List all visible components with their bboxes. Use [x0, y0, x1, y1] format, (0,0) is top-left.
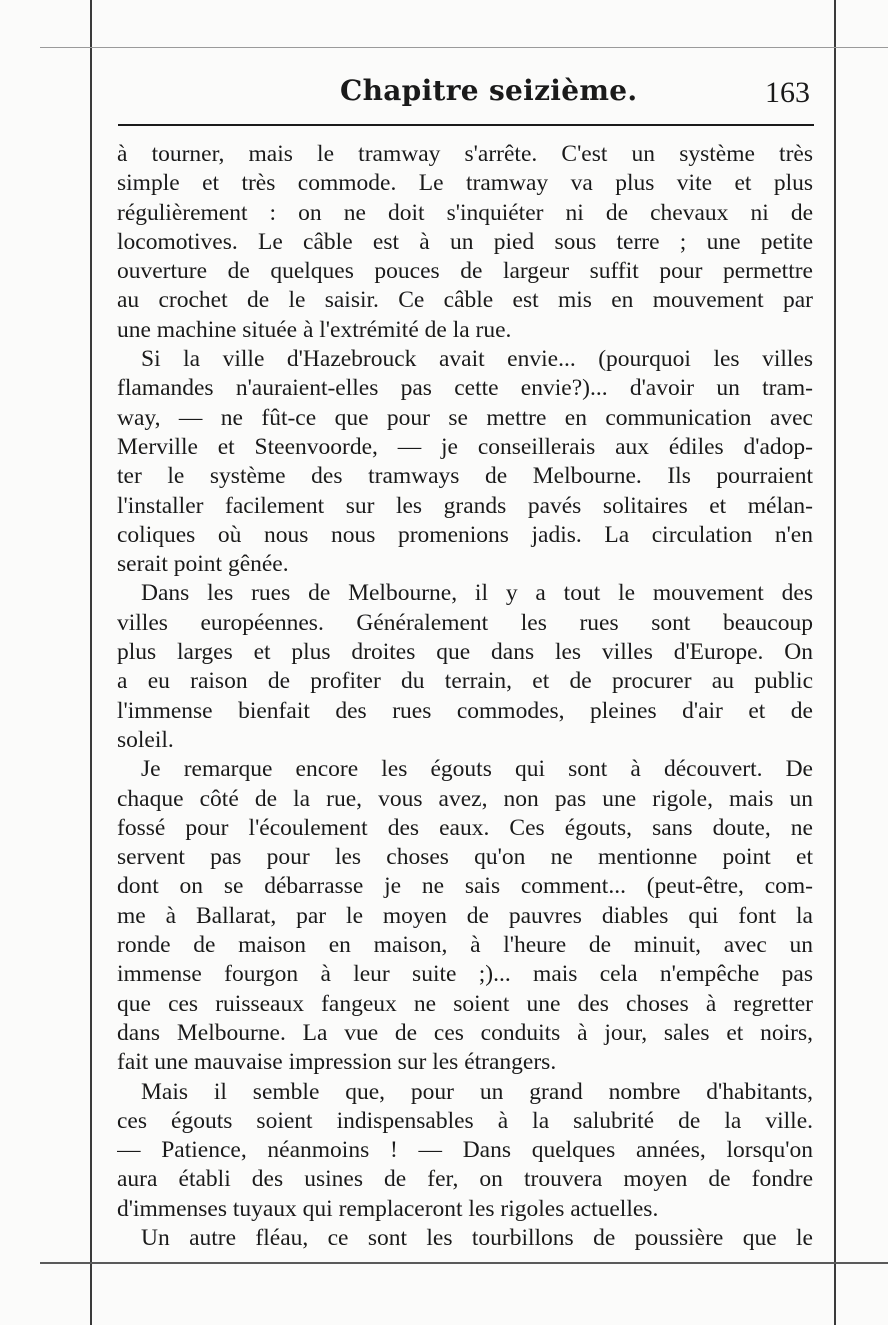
text-line: plus larges et plus droites que dans les villes d'Europe. On	[117, 639, 813, 666]
text-line: d'immenses tuyaux qui remplaceront les rigoles actuelles.	[117, 1195, 659, 1222]
text-line: Mais il semble que, pour un grand nombre d'habitants,	[141, 1078, 813, 1105]
text-line: l'immense bienfait des rues commodes, pleines d'air et de	[117, 697, 813, 724]
text-line: ouverture de quelques pouces de largeur suffit pour permettre	[117, 258, 813, 285]
text-line: servent pas pour les choses qu'on ne mentionne point et	[117, 844, 813, 871]
scan-line-top	[40, 47, 888, 48]
page-edge-right	[834, 0, 836, 1325]
text-line: que ces ruisseaux fangeux ne soient une des choses à regretter	[117, 990, 813, 1017]
text-line: simple et très commode. Le tramway va plus vite et plus	[117, 170, 813, 197]
text-line: ces égouts soient indispensables à la salubrité de la ville.	[117, 1107, 813, 1134]
running-title: Chapitre seizième.	[340, 74, 638, 107]
text-line: dans Melbourne. La vue de ces conduits à jour, sales et noirs,	[117, 1019, 813, 1046]
text-line: locomotives. Le câble est à un pied sous terre ; une petite	[117, 228, 813, 255]
text-line: ter le système des tramways de Melbourne. Ils pourraient	[117, 463, 813, 490]
text-line: Merville et Steenvoorde, — je conseillerais aux édiles d'adop-	[117, 433, 813, 460]
text-line: l'installer facilement sur les grands pavés solitaires et mélan-	[117, 492, 813, 519]
header-rule	[118, 124, 814, 126]
text-line: dont on se débarrasse je ne sais comment... (peut-être, com-	[117, 873, 813, 900]
text-line: régulièrement : on ne doit s'inquiéter ni de chevaux ni de	[117, 199, 813, 226]
text-line: — Patience, néanmoins ! — Dans quelques années, lorsqu'on	[117, 1137, 813, 1164]
text-line: Je remarque encore les égouts qui sont à découvert. De	[141, 756, 813, 783]
text-line: chaque côté de la rue, vous avez, non pas une rigole, mais un	[117, 785, 813, 812]
text-line: fait une mauvaise impression sur les étrangers.	[117, 1049, 557, 1076]
text-line: a eu raison de profiter du terrain, et de procurer au public	[117, 668, 813, 695]
text-line: au crochet de le saisir. Ce câble est mis en mouvement par	[117, 287, 813, 314]
page-number: 163	[765, 76, 810, 109]
text-line: Un autre fléau, ce sont les tourbillons de poussière que le	[141, 1224, 813, 1251]
scan-line-bottom	[40, 1262, 888, 1264]
body-text	[117, 140, 813, 1253]
text-line: aura établi des usines de fer, on trouvera moyen de fondre	[117, 1166, 813, 1193]
text-line: immense fourgon à leur suite ;)... mais cela n'empêche pas	[117, 961, 813, 988]
text-line: à tourner, mais le tramway s'arrête. C'est un système très	[117, 141, 813, 167]
text-line: ronde de maison en maison, à l'heure de minuit, avec un	[117, 932, 813, 959]
page-edge-left	[90, 0, 92, 1325]
text-line: way, — ne fût-ce que pour se mettre en communication avec	[117, 404, 813, 431]
text-line: me à Ballarat, par le moyen de pauvres diables qui font la	[117, 902, 813, 929]
text-line: fossé pour l'écoulement des eaux. Ces égouts, sans doute, ne	[117, 814, 813, 841]
text-line: Si la ville d'Hazebrouck avait envie... (pourquoi les villes	[141, 346, 813, 373]
text-line: flamandes n'auraient-elles pas cette envie?)... d'avoir un tram-	[117, 375, 813, 402]
text-line: une machine située à l'extrémité de la rue.	[117, 316, 512, 343]
text-line: villes européennes. Généralement les rues sont beaucoup	[117, 609, 813, 636]
text-line: coliques où nous nous promenions jadis. La circulation n'en	[117, 521, 813, 548]
text-line: Dans les rues de Melbourne, il y a tout le mouvement des	[141, 580, 813, 607]
text-line: serait point gênée.	[117, 551, 289, 578]
text-line: soleil.	[117, 726, 174, 753]
